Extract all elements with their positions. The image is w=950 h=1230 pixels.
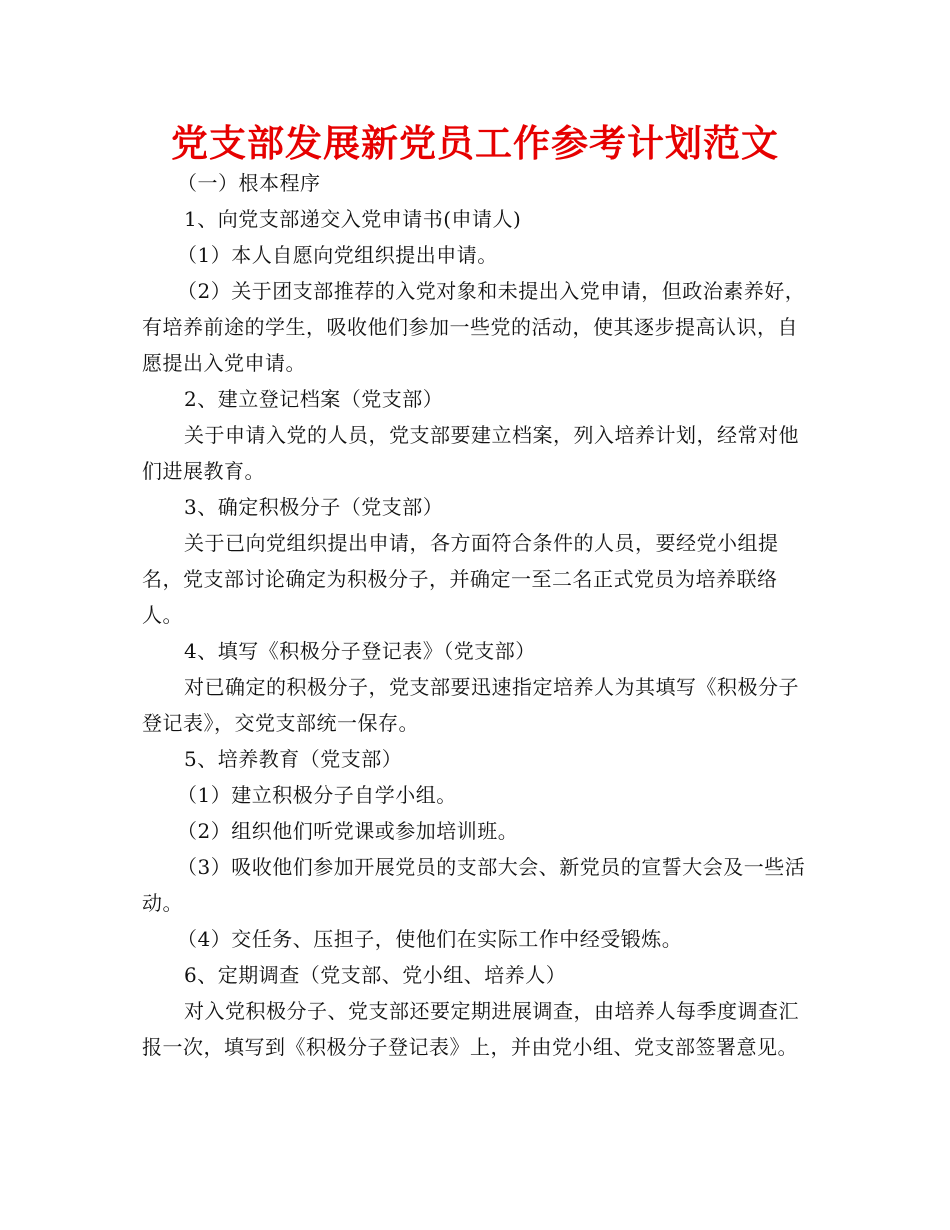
- step-item: （3）吸收他们参加开展党员的支部大会、新党员的宣誓大会及一些活动。: [142, 855, 806, 915]
- step-heading: 5、培养教育（党支部）: [184, 747, 403, 771]
- document-title: 党支部发展新党员工作参考计划范文: [171, 122, 779, 165]
- step-item: （4）交任务、压担子，使他们在实际工作中经受锻炼。: [177, 927, 683, 951]
- step-item: （1）本人自愿向党组织提出申请。: [177, 243, 498, 267]
- step-item: （2）组织他们听党课或参加培训班。: [177, 819, 519, 843]
- body-paragraph: 对已确定的积极分子，党支部要迅速指定培养人为其填写《积极分子登记表》，交党支部统一保存。: [142, 675, 799, 735]
- body-paragraph: 关于申请入党的人员，党支部要建立档案，列入培养计划，经常对他们进展教育。: [142, 423, 799, 483]
- step-heading: 4、填写《积极分子登记表》（党支部）: [184, 639, 536, 663]
- body-paragraph: 关于已向党组织提出申请，各方面符合条件的人员，要经党小组提名，党支部讨论确定为积极分子，并确定一至二名正式党员为培养联络人。: [142, 531, 779, 627]
- step-heading: 6、定期调查（党支部、党小组、培养人）: [184, 963, 567, 987]
- step-heading: 2、建立登记档案（党支部）: [184, 387, 444, 411]
- step-item: （2）关于团支部推荐的入党对象和未提出入党申请，但政治素养好，有培养前途的学生，吸收他们参加一些党的活动，使其逐步提高认识，自愿提出入党申请。: [142, 279, 806, 375]
- step-item: （1）建立积极分子自学小组。: [177, 783, 457, 807]
- step-heading: 1、向党支部递交入党申请书(申请人): [184, 207, 522, 231]
- section-heading: （一）根本程序: [177, 171, 321, 195]
- document-body: [142, 165, 810, 1065]
- step-heading: 3、确定积极分子（党支部）: [184, 495, 444, 519]
- body-paragraph: 对入党积极分子、党支部还要定期进展调查，由培养人每季度调查汇报一次，填写到《积极分子登记表》上，并由党小组、党支部签署意见。: [142, 999, 799, 1059]
